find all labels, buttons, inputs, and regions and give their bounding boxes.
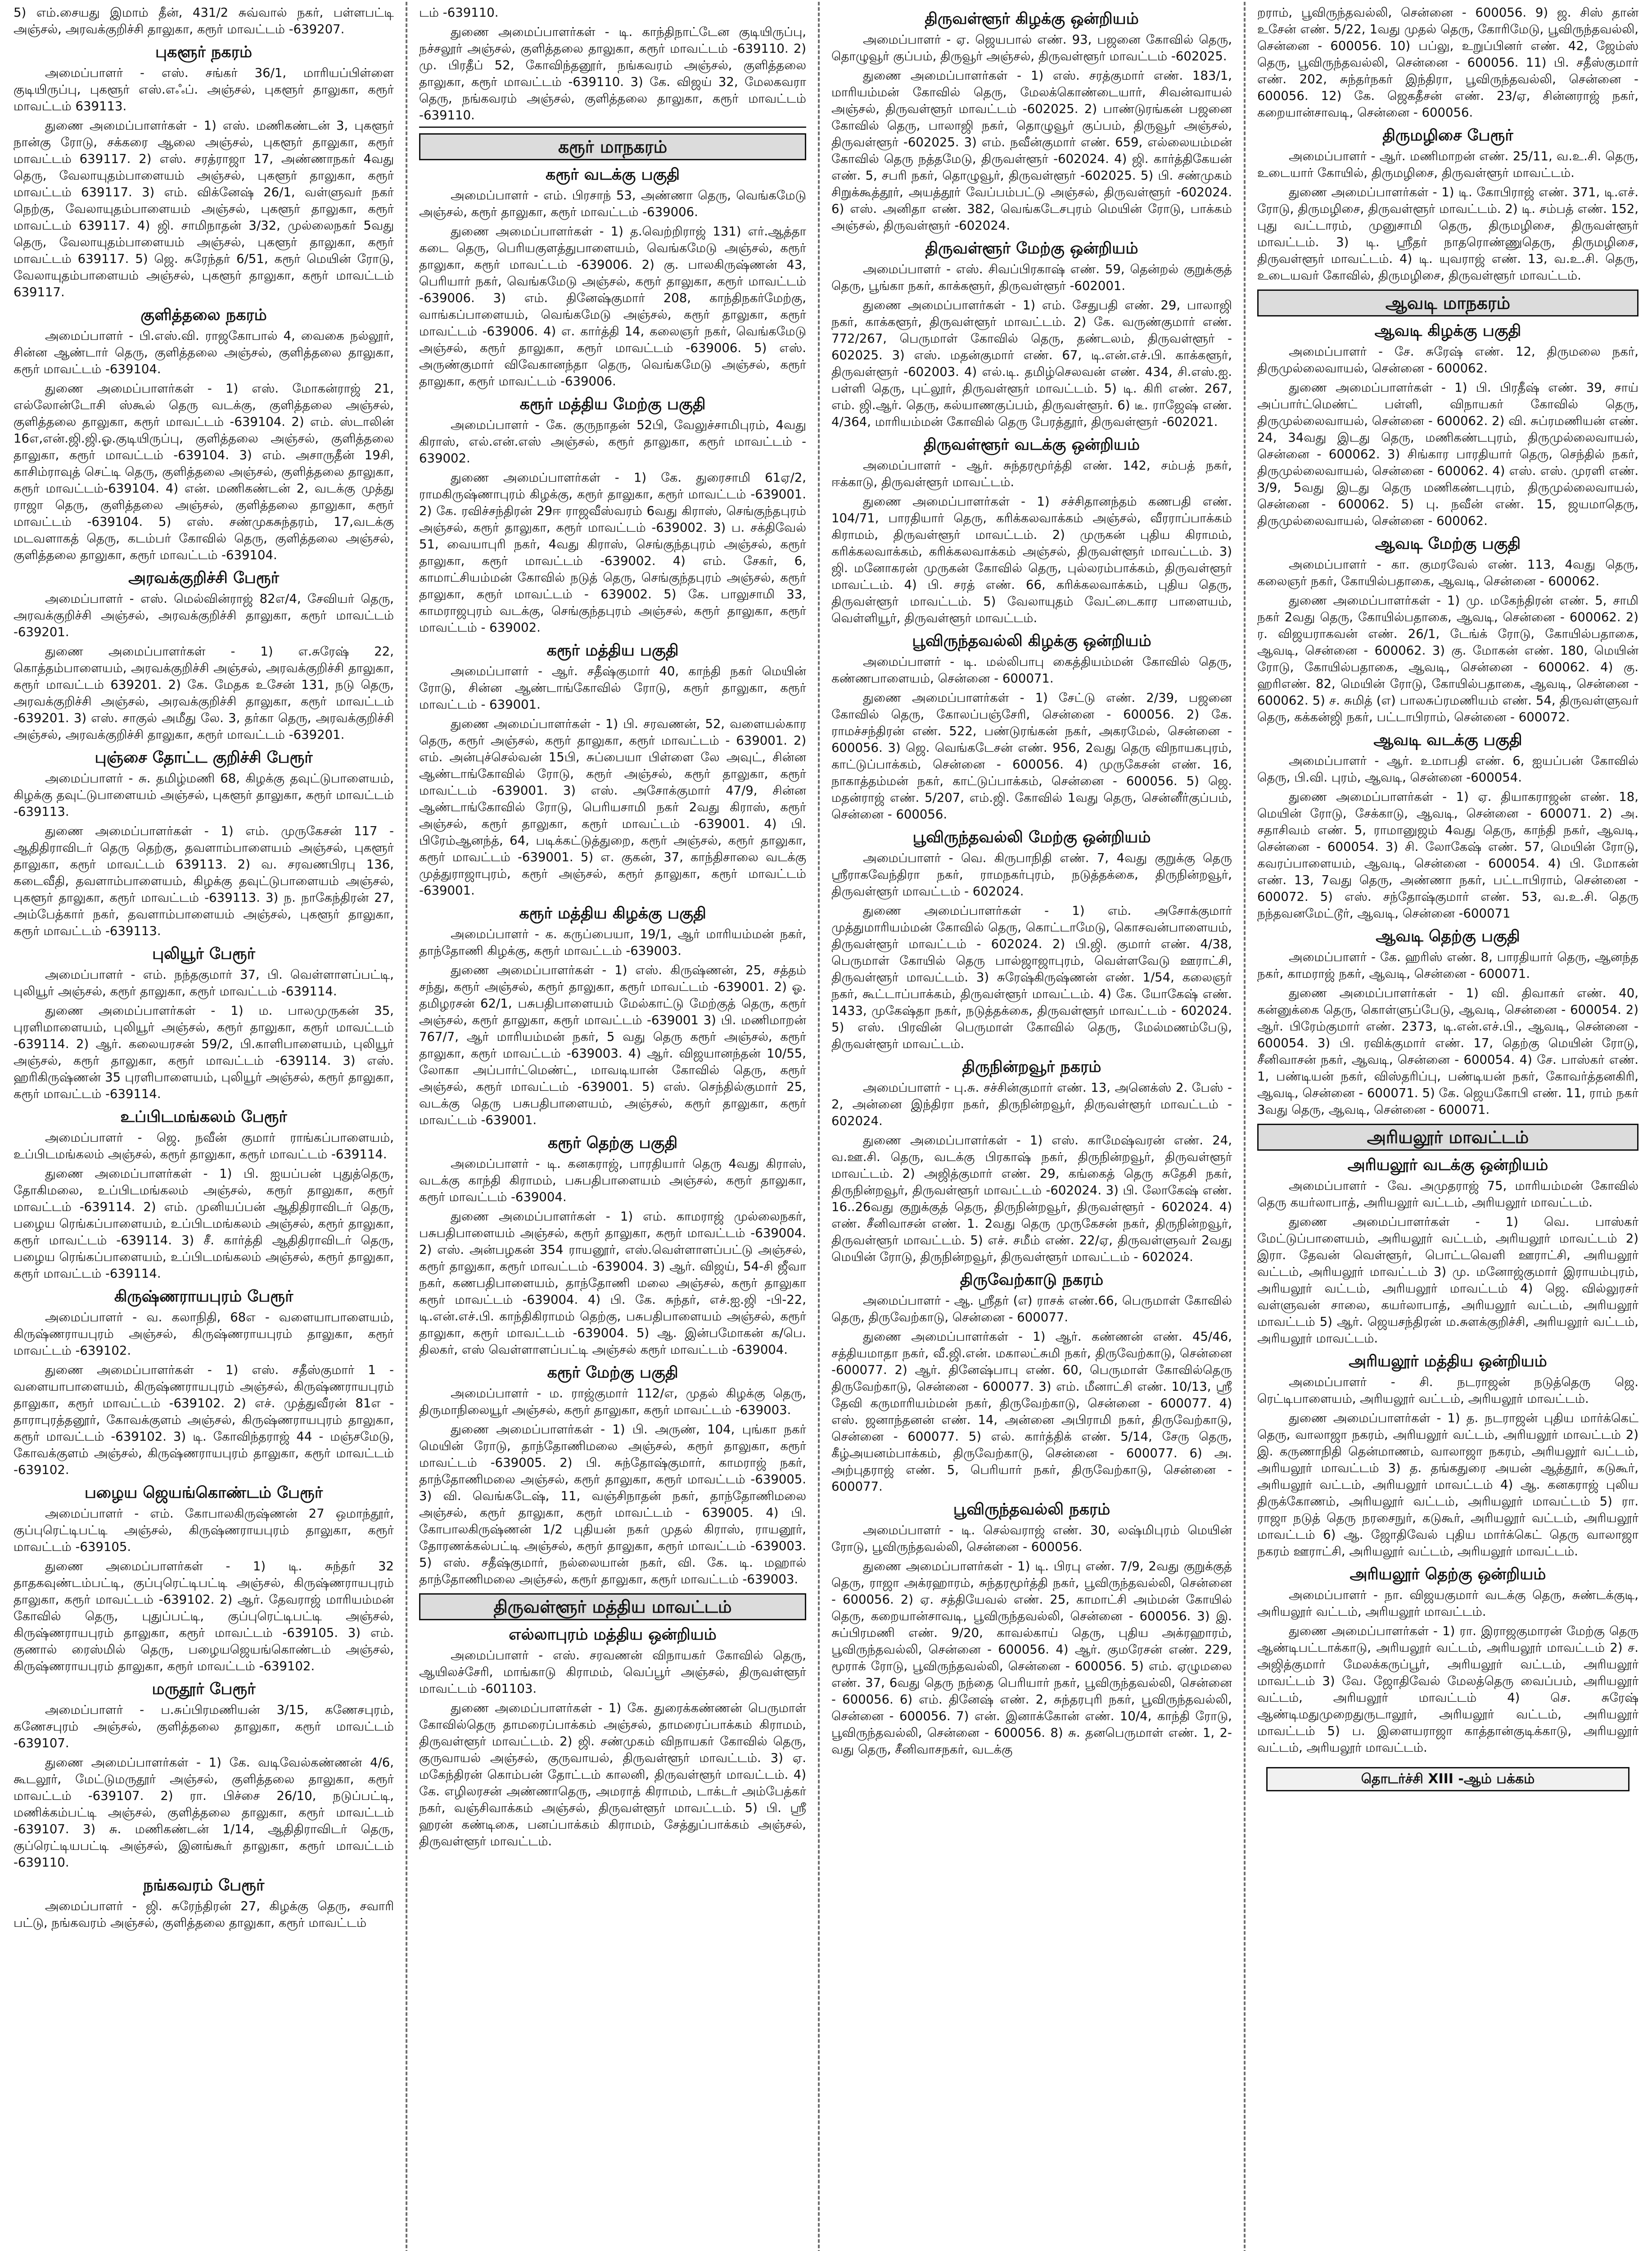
listing-entry: துணை அமைப்பாளர்கள் - 1) ஏ. தியாகராஜன் எண். 18, மெயின் ரோடு, சேக்காடு, ஆவடி, சென்னை - 600071. 2) அ. சதாசிவம் எண். 5, ராமானுஜம் 4வது தெரு, காந்தி நகர், ஆவடி, சென்னை - 600054. 3) சி. லோகேஷ் எண். 57, மெயின் ரோடு, கவரப்பாளையம், ஆவடி, சென்னை - 600054. 4) பி. மோகன் எண். 13, 7வது தெரு, அண்ணா நகர், பட்டாபிராம், சென்னை - 600072. 5) எஸ். சந்தோஷ்குமார் எண். 53, வ.உ.சி. தெரு நந்தவனமேட்டூர், ஆவடி, சென்னை -600071 (1257, 790, 1638, 921)
section-heading: அரவக்குறிச்சி பேரூர் (128, 569, 279, 587)
district-banner: ஆவடி மாநகரம் (1257, 289, 1638, 316)
listing-entry: துணை அமைப்பாளர்கள் - 1) பி. சரவணன், 52, வளையல்கார தெரு, கரூர் அஞ்சல், கரூர் தாலுகா, கரூர் மாவட்டம் - 639001. 2) எம். அன்புச்செல்வன் 15பி, சுப்பையா பிள்ளை லே அவுட், சின்ன ஆண்டாங்கோவில் ரோடு, கரூர் அஞ்சல், கரூர் தாலுகா, கரூர் மாவட்டம் -639001. 3) எஸ். அசோக்குமார் 47/9, சின்ன ஆண்டாங்கோவில் ரோடு, பெரியசாமி நகர் 2வது கிராஸ், கரூர் அஞ்சல், கரூர் தாலுகா, கரூர் மாவட்டம் -639001. 4) பி. பிரேம்ஆனந்த், 64, படிக்கட்டுத்துறை, கரூர் அஞ்சல், கரூர் தாலுகா, கரூர் மாவட்டம் -639001. 5) எ. குகன், 37, காந்திசாலை வடக்கு முத்துராஜாபுரம், கரூர் அஞ்சல், கரூர் தாலுகா, கரூர் மாவட்டம் -639001. (419, 717, 807, 898)
listing-entry: துணை அமைப்பாளர்கள் - 1) எம். அசோக்குமார் முத்துமாரியம்மன் கோவில் தெரு, கொட்டாமேடு, கொசவன்பாளையம், திருவள்ளூர் மாவட்டம் - 602024. 2) பி.ஜி. குமார் எண். 4/38, பெருமாள் கோயில் தெரு பால்ஜாஜாபுரம், வெள்ளவேடு ஊராட்சி, திருவள்ளூர் மாவட்டம். 3) சுரேஷ்கிருஷ்ணன் எண். 1/54, கலைஞர் நகர், கூட்டாப்பாக்கம், திருவள்ளூர் மாவட்டம். 4) கே. யோகேஷ் எண். 1433, முகேஷ்தா நகர், நடுத்தக்கை, திருவள்ளூர் மாவட்டம் - 602024. 5) எஸ். பிரவின் பெருமாள் கோவில் தெரு, மேல்மணம்பேடு, திருவள்ளூர் மாவட்டம். (831, 904, 1232, 1051)
section-heading: உப்பிடமங்கலம் பேரூர் (120, 1108, 287, 1126)
listing-entry: துணை அமைப்பாளர்கள் - 1) எஸ். சரத்குமார் எண். 183/1, மாரியம்மன் கோவில் தெரு, மேலக்கொண்டையார், சிவன்வாயல் அஞ்சல், திருவள்ளூர் மாவட்டம் -602025. 2) பாண்டுரங்கன் பஜனை கோவில் தெரு, பாலாஜி நகர், தொழுவூர் குப்பம், திருவூர் அஞ்சல், திருவள்ளூர் -602025. 3) எம். நவீன்குமார் எண். 659, எல்லையம்மன் கோவில் தெரு நத்தமேடு, திருவள்ளூர் -602024. 4) ஜி. கார்த்திகேயன் எண். 5, சபரி நகர், தொழுவூர், திருவள்ளூர் -602025. 5) பி. சண்முகம் சிறுக்கூத்தூர், அயத்தூர் வேப்பம்பட்டு அஞ்சல், திருவள்ளூர் -602024. 6) எஸ். அனிதா எண். 382, வெங்கடேசபுரம் மெயின் ரோடு, பாக்கம் அஞ்சல், திருவள்ளூர் -602024. (831, 68, 1232, 233)
continued-text: 5) எம்.சையது இமாம் தீன், 431/2 சுவ்வால் நகர், பள்ளபட்டி அஞ்சல், அரவக்குறிச்சி தாலுகா, கரூர் மாவட்டம் -639207. (14, 5, 394, 36)
section-heading: பூவிருந்தவல்லி கிழக்கு ஒன்றியம் (912, 632, 1151, 650)
listing-entry: அமைப்பாளர் - டி. மல்லிபாபு கைத்தியம்மன் கோவில் தெரு, கண்ணபாளையம், சென்னை - 600071. (831, 655, 1232, 686)
section-heading: திருநின்றவூர் நகரம் (962, 1058, 1101, 1076)
district-banner: அரியலூர் மாவட்டம் (1257, 1124, 1638, 1151)
listing-entry: அமைப்பாளர் - சி. நடராஜன் நடுத்தெரு ஜெ. ரெட்டிபாளையம், அரியலூர் வட்டம், அரியலூர் மாவட்டம். (1257, 1375, 1638, 1406)
section-heading: அரியலூர் மத்திய ஒன்றியம் (1349, 1352, 1547, 1370)
listing-entry: அமைப்பாளர் - கே. குருநாதன் 52பி, வேலுச்சாமிபுரம், 4வது கிராஸ், எல்.என்.எஸ் அஞ்சல், கரூர் தாலுகா, கரூர் மாவட்டம் - 639002. (419, 418, 807, 466)
listing-entry: அமைப்பாளர் - ஆர். சுந்தரமூர்த்தி எண். 142, சம்பத் நகர், ஈக்காடு, திருவள்ளூர் மாவட்டம். (831, 458, 1232, 489)
listing-entry: அமைப்பாளர் - ப.சுப்பிரமணியன் 3/15, கணேசபுரம், கணேசபுரம் அஞ்சல், குளித்தலை தாலுகா, கரூர் மாவட்டம் -639107. (14, 1703, 394, 1750)
section-heading: திருவள்ளூர் மேற்கு ஒன்றியம் (925, 240, 1138, 258)
continued-text: றராம், பூவிருந்தவல்லி, சென்னை - 600056. 9) ஜ. சிஸ் தான் உசேன் எண். 5/22, 1வது முதல் தெரு, கோரிமேடு, பூவிருந்தவல்லி, சென்னை - 600056. 10) பப்லு, உறுப்பினர் எண். 42, ஜேம்ஸ் தெரு, பூவிருந்தவல்லி, சென்னை - 600056. 11) பி. சதீஸ்குமார் எண். 202, சுந்தர்நகர் இந்திரா, பூவிருந்தவல்லி, சென்னை - 600056. 12) கே. ஜெகதீசன் எண். 23/ஏ, சின்னராஜ் நகர், கறையான்சாவடி, சென்னை - 600056. (1257, 5, 1638, 120)
listing-entry: அமைப்பாளர் - ஆர். சதீஷ்குமார் 40, காந்தி நகர் மெயின் ரோடு, சின்ன ஆண்டாங்கோவில் ரோடு, கரூர் தாலுகா, கரூர் மாவட்டம் - 639001. (419, 664, 807, 712)
listing-entry: துணை அமைப்பாளர்கள் - 1) எஸ். கிருஷ்ணன், 25, சத்தம் சந்து, கரூர் அஞ்சல், கரூர் தாலுகா, கரூர் மாவட்டம் -639001. 2) ஓ. தமிழரசன் 62/1, பசுபதிபாளையம் மேல்காட்டு மேற்குத் தெரு, கரூர் அஞ்சல், கரூர் தாலுகா, கரூர் மாவட்டம் -639001 3) பி. மணிமாறன் 767/7, ஆர் மாரியம்மன் நகர், 5 வது தெரு கரூர் அஞ்சல், கரூர் தாலுகா, கரூர் மாவட்டம் -639003. 4) ஆர். விஜயானந்தன் 10/55, லோகா அப்பார்ட்மெண்ட், மாவடியான் கோவில் தெரு, கரூர் அஞ்சல், கரூர் மாவட்டம் -639001. 5) எஸ். செந்தில்குமார் 25, வடக்கு தெரு பசுபதிபாளையம், அஞ்சல், கரூர் தாலுகா, கரூர் மாவட்டம் -639001. (419, 963, 807, 1127)
listing-entry: துணை அமைப்பாளர்கள் - 1) த. நடராஜன் புதிய மார்க்கெட் தெரு, வாலாஜா நகரம், அரியலூர் வட்டம், அரியலூர் மாவட்டம் 2) இ. கருணாநிதி தென்மாணம், வாலாஜா நகரம், அரியலூர் வட்டம், அரியலூர் மாவட்டம் 3) த. தங்கதுரை அயன் ஆத்தூர், கடுகூர், அரியலூர் வட்டம், அரியலூர் மாவட்டம் 4) ஆ. கனகராஜ் புலிய திருக்கோணம், அரியலூர் வட்டம், அரியலூர் மாவட்டம் 5) ரா. ராஜா நடுத் தெரு நரசைநுர், கடுகூர், அரியலூர் வட்டம், அரியலூர் மாவட்டம் 6) ஆ. ஜோதிவேல் புதிய மார்க்கெட் தெரு வாலாஜா நகரம் ஊராட்சி, அரியலூர் வட்டம், அரியலூர் மாவட்டம். (1257, 1411, 1638, 1559)
listing-entry: துணை அமைப்பாளர்கள் - 1) கே. வடிவேல்கண்ணன் 4/6, கூடலூர், மேட்டுமருதூர் அஞ்சல், குளித்தலை தாலுகா, கரூர் மாவட்டம் -639107. 2) ரா. பிச்சை 26/10, நடுப்பட்டி, மணிக்கம்பட்டி அஞ்சல், குளித்தலை தாலுகா, கரூர் மாவட்டம் -639107. 3) சு. மணிகண்டன் 1/14, ஆதிதிராவிடர் தெரு, குப்ரெட்டியபட்டி அஞ்சல், இனங்கூர் தாலுகா, கரூர் மாவட்டம் -639110. (14, 1755, 394, 1870)
listing-entry: துணை அமைப்பாளர்கள் - 1) பி. ஐயப்பன் புதுத்தெரு, தோகிமலை, உப்பிடமங்கலம் அஞ்சல், கரூர் தாலுகா, கரூர் மாவட்டம் -639114. 2) எம். முனியப்பன் ஆதிதிராவிடர் தெரு, பழைய ரெங்கப்பாளையம், உப்பிடமங்கலம் அஞ்சல், கரூர் தாலுகா, கரூர் மாவட்டம் -639114. 3) சீ. கார்த்தி ஆதிதிராவிடர் தெரு, பழைய ரெங்கப்பாளையம், உப்பிடமங்கலம் அஞ்சல், கரூர் தாலுகா, கரூர் மாவட்டம் -639114. (14, 1166, 394, 1281)
listing-entry: துணை அமைப்பாளர்கள் - 1) எ.சுரேஷ் 22, கொத்தம்பாளையம், அரவக்குறிச்சி அஞ்சல், அரவக்குறிச்சி தாலுகா, கரூர் மாவட்டம் 639201. 2) கே. மேதக உசேன் 131, நடு தெரு, அரவக்குறிச்சி அஞ்சல், அரவக்குறிச்சி தாலுகா, கரூர் மாவட்டம் -639201. 3) எஸ். சாகுல் அமீது லே. 3, தர்கா தெரு, அரவக்குறிச்சி அஞ்சல், அரவக்குறிச்சி தாலுகா, கரூர் மாவட்டம் -639201. (14, 644, 394, 742)
section-heading: எல்லாபுரம் மத்திய ஒன்றியம் (509, 1626, 717, 1644)
listing-entry: அமைப்பாளர் - சே. சுரேஷ் எண். 12, திருமலை நகர், திருமுல்லைவாயல், சென்னை - 600062. (1257, 344, 1638, 375)
section-heading: நங்கவரம் பேரூர் (143, 1876, 265, 1894)
listing-entry: அமைப்பாளர் - எம். நந்தகுமார் 37, பி. வெள்ளாளப்பட்டி, புலியூர் அஞ்சல், கரூர் தாலுகா, கரூர் மாவட்டம் -639114. (14, 967, 394, 999)
listing-entry: துணை அமைப்பாளர்கள் - 1) எஸ். மோகன்ராஜ் 21, எல்லோன்டோசி ஸ்கூல் தெரு வடக்கு, குளித்தலை அஞ்சல், குளித்தலை தாலுகா, கரூர் மாவட்டம் -639104. 2) எம். ஸ்டாலின் 16எ,என்.ஜி.ஜி.ஓ.குடியிருப்பு, குளித்தலை அஞ்சல், குளித்தலை தாலுகா, கரூர் மாவட்டம் -639104. 3) எம். அசாருதீன் 19சி, காசிம்ராவுத் செட்டி தெரு, குளித்தலை அஞ்சல், குளித்தலை தாலுகா, கரூர் மாவட்டம்-639104. 4) என். மணிகண்டன் 2, வடக்கு முத்து ராஜா தெரு, குளித்தலை அஞ்சல், குளித்தலை தாலுகா, கரூர் மாவட்டம் -639104. 5) எஸ். சண்முகசுந்தரம், 17,வடக்கு மடவளாகத் தெரு, கடம்பர் கோவில் தெரு, குளித்தலை அஞ்சல், குளித்தலை தாலுகா, கரூர் மாவட்டம் -639104. (14, 381, 394, 562)
section-heading: கரூர் தெற்கு பகுதி (547, 1134, 678, 1152)
listing-entry: அமைப்பாளர் - டி. செல்வராஜ் எண். 30, லஷ்மிபுரம் மெயின் ரோடு, பூவிருந்தவல்லி, சென்னை - 600056. (831, 1523, 1232, 1554)
column-4 (1246, 2, 1650, 2251)
listing-entry: துணை அமைப்பாளர்கள் - 1) வி. திவாகர் எண். 40, கன்னுக்கை தெரு, கொள்ளுப்பேடு, ஆவடி, சென்னை - 600054. 2) ஆர். பிரேம்குமார் எண். 2373, டி.என்.எச்.பி., ஆவடி, சென்னை - 600054. 3) பி. ரவிக்குமார் எண். 17, தெற்கு மெயின் ரோடு, சீனிவாசன் நகர், ஆவடி, சென்னை - 600054. 4) சே. பாஸ்கர் எண். 1, பண்டியன் நகர், விஸ்தரிப்பு, பண்டியன் நகர், கோவர்த்தனகிரி, ஆவடி, சென்னை - 600071. 5) கே. ஜெயகோபி எண். 11, ராம் நகர் 3வது தெரு, ஆவடி, சென்னை - 600071. (1257, 986, 1638, 1117)
listing-entry: துணை அமைப்பாளர்கள் - 1) எஸ். காமேஷ்வரன் எண். 24, வ.ஊ.சி. தெரு, வடக்கு பிரகாஷ் நகர், திருநின்றவூர், திருவள்ளூர் மாவட்டம். 2) அஜித்குமார் எண். 29, கங்கைத் தெரு சுதேசி நகர், திருநின்றவூர், திருவள்ளூர் மாவட்டம் -602024. 3) பி. லோகேஷ் எண். 16..26வது குறுக்குத் தெரு, திருநின்றவூர், திருவள்ளூர் - 602024. 4) எண். சீனிவாசன் எண். 1. 2வது தெரு முருகேசன் நகர், திருநின்றவூர், திருவள்ளூர் மாவட்டம். 5) எச். சமீம் எண். 22/ஏ, திருவள்ளுவர் 2வது மெயின் ரோடு, திருநின்றவூர், திருவள்ளூர் மாவட்டம் - 602024. (831, 1133, 1232, 1264)
listing-entry: துணை அமைப்பாளர்கள் - 1) டி. பிரபு எண். 7/9, 2வது குறுக்குத் தெரு, ராஜா அக்ரஹாரம், சுந்தரமூர்த்தி நகர், பூவிருந்தவல்லி, சென்னை - 600056. 2) ஏ. சத்தியேவல் எண். 25, காமாட்சி அம்மன் கோயில் தெரு, கறையான்சாவடி, பூவிருந்தவல்லி, சென்னை - 600056. 3) இ. சுப்பிரமணி எண். 9/20, காவல்காய் தெரு, புதிய அக்ரஹாரம், பூவிருந்தவல்லி, சென்னை - 600056. 4) ஆர். குமரேசன் எண். 229, மூராக் ரோடு, பூவிருந்தவல்லி, சென்னை - 600056. 5) எம். ஏழுமலை எண். 37, 6வது தெரு நந்தை பெரியார் நகர், பூவிருந்தவல்லி, சென்னை - 600056. 6) எம். தினேஷ் எண். 2, சுந்தரபுரி நகர், பூவிருந்தவல்லி, சென்னை - 600056. 7) என். இனாக்கோன் எண். 10/4, காந்தி ரோடு, பூவிருந்தவல்லி, சென்னை - 600056. 8) சு. தனபெருமாள் எண். 1, 2-வது தெரு, சீனிவாசநகர், வடக்கு (831, 1559, 1232, 1757)
column-3 (820, 2, 1244, 2251)
section-heading: ஆவடி மேற்கு பகுதி (1375, 535, 1521, 553)
listing-entry: அமைப்பாளர் - டி. கனகராஜ், பாரதியார் தெரு 4வது கிராஸ், வடக்கு காந்தி கிராமம், பசுபதிபாளையம் அஞ்சல், கரூர் தாலுகா, கரூர் மாவட்டம் -639004. (419, 1157, 807, 1204)
section-heading: கரூர் மத்திய பகுதி (546, 642, 679, 660)
continuation-notice: தொடர்ச்சி XIII -ஆம் பக்கம் (1266, 1767, 1629, 1791)
listing-entry: அமைப்பாளர் - ஜி. சுரேந்திரன் 27, கிழக்கு தெரு, சவாரி பட்டு, நங்கவரம் அஞ்சல், குளித்தலை தாலுகா, கரூர் மாவட்டம் (14, 1899, 394, 1930)
district-banner: கரூர் மாநகரம் (419, 133, 806, 160)
listing-entry: துணை அமைப்பாளர்கள் - 1) ம. பாலமுருகன் 35, புரளிமாளையம், புலியூர் அஞ்சல், கரூர் தாலுகா, கரூர் மாவட்டம் -639114. 2) ஆர். கலையரசன் 59/2, பி.காளிபாளையம், புலியூர் அஞ்சல், கரூர் தாலுகா, கரூர் மாவட்டம் -639114. 3) எஸ். ஹரிகிருஷ்ணன் 35 புரளிபாளையம், புலியூர் அஞ்சல், கரூர் தாலுகா, கரூர் மாவட்டம் -639114. (14, 1003, 394, 1101)
section-heading: அரியலூர் வடக்கு ஒன்றியம் (1347, 1156, 1548, 1174)
listing-entry: அமைப்பாளர் - ஜெ. நவீன் குமார் ராங்கப்பாளையம், உப்பிடமங்கலம் அஞ்சல், கரூர் தாலுகா, கரூர் மாவட்டம் -639114. (14, 1130, 394, 1162)
section-heading: கரூர் மத்திய கிழக்கு பகுதி (519, 904, 706, 922)
section-heading: திருவள்ளூர் வடக்கு ஒன்றியம் (923, 436, 1140, 454)
listing-entry: அமைப்பாளர் - ஏ. ஜெயபால் எண். 93, பஜனை கோவில் தெரு, தொழுவூர் குப்பம், திருவூர் அஞ்சல், திருவள்ளூர் மாவட்டம் -602025. (831, 32, 1232, 63)
listing-entry: துணை அமைப்பாளர்கள் - 1) வெ. பாஸ்கர் மேட்டுப்பாளையம், அரியலூர் வட்டம், அரியலூர் மாவட்டம் 2) இரா. தேவன் வெள்ளூர், பொட்டவெளி ஊராட்சி, அரியலூர் வட்டம், அரியலூர் மாவட்டம் 3) மு. மனோஜ்குமார் இராயம்புரம், அரியலூர் வட்டம், அரியலூர் மாவட்டம் 4) ஜெ. வில்லுரசர் வள்ளுவன் சாலை, கயர்லாபாத், அரியலூர் வட்டம், அரியலூர் மாவட்டம் 5) ஆர். ஜெயசந்திரன் ம.சுளக்குறிச்சி, அரியலூர் வட்டம், அரியலூர் மாவட்டம். (1257, 1215, 1638, 1346)
listing-entry: துணை அமைப்பாளர்கள் - 1) எஸ். சதீஸ்குமார் 1 - வளையாபாளையம், கிருஷ்ணராயபுரம் அஞ்சல், கிருஷ்ணராயபுரம் தாலுகா, கரூர் மாவட்டம் -639102. 2) எச். முத்துவீரன் 81எ - தாராபுரத்தனூர், கோவக்குளம் அஞ்சல், கிருஷ்ணராயபுரம் தாலுகா, கரூர் மாவட்டம் -639102. 3) டி. கோவிந்தராஜ் 44 - மஞ்சமேடு, கோவக்குளம் அஞ்சல், கிருஷ்ணராயபுரம் தாலுகா, கரூர் மாவட்டம் -639102. (14, 1363, 394, 1477)
column-2 (407, 2, 818, 2251)
listing-entry: அமைப்பாளர் - எம். கோபாலகிருஷ்ணன் 27 ஒமாந்தூர், குப்புரெட்டிபட்டி அஞ்சல், கிருஷ்ணராயபுரம் தாலுகா, கரூர் மாவட்டம் -639105. (14, 1506, 394, 1554)
listing-entry: துணை அமைப்பாளர்கள் - 1) த.வெற்றிராஜ் 131) எர்.ஆத்தா கடை தெரு, பெரியகுளத்துபாளையம், வெங்கமேடு அஞ்சல், கரூர் தாலுகா, கரூர் மாவட்டம் -639006. 2) கு. பாலகிருஷ்ணன் 43, பெரியார் நகர், வெங்கமேடு அஞ்சல், கரூர் தாலுகா, கரூர் மாவட்டம் -639006. 3) எம். தினேஷ்குமார் 208, காந்திநகர்மேற்கு, வாங்கப்பாளையம், வெங்கமேடு அஞ்சல், கரூர் தாலுகா, கரூர் மாவட்டம் -639006. 4) எ. கார்த்தி 14, கலைஞர் நகர், வெங்கமேடு அஞ்சல், கரூர் தாலுகா, கரூர் மாவட்டம் -639006. 5) எஸ். அருண்குமார் விவேகானந்தா தெரு, வெங்கமேடு அஞ்சல், கரூர் தாலுகா, கரூர் மாவட்டம் -639006. (419, 224, 807, 389)
section-heading: புஞ்சை தோட்ட குறிச்சி பேரூர் (95, 749, 313, 767)
listing-entry: துணை அமைப்பாளர்கள் - 1) பி. பிரதீஷ் எண். 39, சாய் அப்பார்ட்மெண்ட் பள்ளி, விநாயகர் கோவில் தெரு, திருமுல்லைவாயல், சென்னை - 600062. 2) வி. சுப்ரமணியன் எண். 24, 34வது இடது தெரு, மணிகண்டபுரம், திருமுல்லைவாயல், சென்னை - 600062. 3) சிங்கார பாரதியார் தெரு, செந்தில் நகர், திருமுல்லைவாயல், சென்னை - 600062. 4) எஸ். எஸ். முரளி எண். 3/9, 5வது இடது தெரு மணிகண்டபுரம், திருமுல்லைவாயல், சென்னை - 600062. 5) பு. நவீன் எண். 15, ஜயமாதெரு, திருமுல்லைவாயல், சென்னை - 600062. (1257, 380, 1638, 528)
section-heading: ஆவடி கிழக்கு பகுதி (1374, 322, 1521, 340)
listing-entry: துணை அமைப்பாளர்கள் - 1) கே. துரைசாமி 61ஏ/2, ராமகிருஷ்ணாபுரம் கிழக்கு, கரூர் தாலுகா, கரூர் மாவட்டம் -639001. 2) கே. ரவிச்சந்திரன் 29ஈ ராஜவீஸ்வரம் 6வது கிராஸ், செங்குந்தபுரம் அஞ்சல், கரூர் தாலுகா, கரூர் மாவட்டம் -639002. 3) ப. சக்திவேல் 51, வையாபுரி நகர், 4வது கிராஸ், செங்குந்தபுரம் அஞ்சல், கரூர் தாலுகா, கரூர் மாவட்டம் -639002. 4) எம். சேகர், 6, காமாட்சியம்மன் கோவில் நடுத் தெரு, செங்குந்தபுரம் அஞ்சல், கரூர் தாலுகா, கரூர் மாவட்டம் - 639002. 5) கே. பாலுசாமி 33, காமராஜபுரம் வடக்கு, செங்குந்தபுரம் அஞ்சல், கரூர் தாலுகா, கரூர் மாவட்டம் - 639002. (419, 470, 807, 635)
listing-entry: துணை அமைப்பாளர்கள் - 1) எம். சேதுபதி எண். 29, பாலாஜி நகர், காக்களூர், திருவள்ளூர் மாவட்டம். 2) கே. வருண்குமார் எண். 772/267, பெருமாள் கோவில் தெரு, தண்டலம், திருவள்ளூர் - 602025. 3) எஸ். மதன்குமார் எண். 67, டி.என்.எச்.பி. காக்களூர், திருவள்ளூர் -602003. 4) எல்.டி. தமிழ்செலவன் எண். 434, சி.எஸ்.ஐ. பள்ளி தெரு, புட்லூர், திருவள்ளூர் மாவட்டம். 5) டி. கிரி எண். 267, எம். ஜி.ஆர். தெரு, கல்யாணகுப்பம், திருவள்ளூர். 6) டீ. ராஜேஷ் எண். 4/364, மாரியம்மன் கோவில் தெரு பேரத்தூர், திருவள்ளூர் -602021. (831, 298, 1232, 429)
section-heading: கிருஷ்ணராயபுரம் பேரூர் (114, 1288, 293, 1306)
listing-entry: அமைப்பாளர் - கே. ஹரிஸ் எண். 8, பாரதியார் தெரு, ஆனந்த நகர், காமராஜ் நகர், ஆவடி, சென்னை - 600071. (1257, 950, 1638, 981)
listing-entry: துணை அமைப்பாளர்கள் - 1) சச்சிதானந்தம் கணபதி எண். 104/71, பாரதியார் தெரு, கரிக்கலவாக்கம் அஞ்சல், வீரராப்பாக்கம் கிராமம், திருவள்ளூர் மாவட்டம். 2) முருகன் புதிய கிராமம், கரிக்கலவாக்கம், கரிக்கலவாக்கம் அஞ்சல், திருவள்ளூர் மாவட்டம். 3) ஜி. மனோகரன் முருகன் கோவில் தெரு, புல்லரம்பாக்கம், திருவள்ளூர் மாவட்டம். 4) பி. சரத் எண். 66, கரிக்கலவாக்கம், புதிய தெரு, திருவள்ளூர் மாவட்டம். 5) வேலாயுதம் வேட்டைகார பாளையம், வெள்ளியூர், திருவள்ளூர் மாவட்டம். (831, 494, 1232, 625)
section-heading: திருவள்ளூர் கிழக்கு ஒன்றியம் (925, 10, 1139, 28)
listing-entry: அமைப்பாளர் - க. கருப்பையா, 19/1, ஆர் மாரியம்மன் நகர், தாந்தோணி கிழக்கு, கரூர் மாவட்டம் -639003. (419, 927, 807, 958)
listing-entry: அமைப்பாளர் - எஸ். மெல்வின்ராஜ் 82எ/4, சேவியர் தெரு, அரவக்குறிச்சி அஞ்சல், அரவக்குறிச்சி தாலுகா, கரூர் மாவட்டம் -639201. (14, 592, 394, 639)
listing-entry: துணை அமைப்பாளர்கள் - 1) டி. கோபிராஜ் எண். 371, டி.எச். ரோடு, திருமழிசை, திருவள்ளூர் மாவட்டம். 2) டி. சம்பத் எண். 152, புது வட்டாரம், முனுசாமி தெரு, திருமழிசை, திருவள்ளூர் மாவட்டம். 3) டி. ஸ்ரீதர் நாதரொண்ணுதெரு, திருமழிசை, திருவள்ளூர் மாவட்டம். 4) டி. யுவராஜ் எண். 13, வ.உ.சி. தெரு, உடையவர் கோவில், திருமழிசை, திருவள்ளூர் மாவட்டம். (1257, 185, 1638, 283)
listing-entry: அமைப்பாளர் - வே. அமுதராஜ் 75, மாரியம்மன் கோவில் தெரு கயர்லாபாத், அரியலூர் வட்டம், அரியலூர் மாவட்டம். (1257, 1179, 1638, 1210)
listing-entry: துணை அமைப்பாளர்கள் - 1) டி. சுந்தர் 32 தாதகவுண்டம்பட்டி, குப்புரெட்டிபட்டி அஞ்சல், கிருஷ்ணராயபுரம் தாலுகா, கரூர் மாவட்டம் -639102. 2) ஆர். தேவராஜ் மாரியம்மன் கோவில் தெரு, புதுப்பட்டி, குப்புரெட்டிபட்டி அஞ்சல், கிருஷ்ணராயபுரம் தாலுகா, கரூர் மாவட்டம் -639105. 3) எம். குணால் ரைஸ்மில் தெரு, பழையஜெயங்கொண்டம் அஞ்சல், கிருஷ்ணராயபுரம் தாலுகா, கரூர் மாவட்டம் -639102. (14, 1559, 394, 1673)
listing-entry: அமைப்பாளர் - ஆர். உமாபதி எண். 6, ஐயப்பன் கோவில் தெரு, பி.வி. புரம், ஆவடி, சென்னை -600054. (1257, 754, 1638, 785)
section-rule (419, 127, 806, 128)
listing-entry: அமைப்பாளர் - கா. குமரவேல் எண். 113, 4வது தெரு, கலைஞர் நகர், கோயில்பதாகை, ஆவடி, சென்னை - 600062. (1257, 557, 1638, 588)
column-1 (2, 2, 406, 2251)
listing-entry: துணை அமைப்பாளர்கள் - 1) எம். காமராஜ் முல்லைநகர், பசுபதிபாளையம் அஞ்சல், கரூர் தாலுகா, கரூர் மாவட்டம் -639004. 2) எஸ். அன்பழகன் 354 ராயனூர், எஸ்.வெள்ளாளப்பட்டு அஞ்சல், கரூர் தாலுகா, கரூர் மாவட்டம் -639004. 3) ஆர். விஜய், 54-சி ஜீவா நகர், கணபதிபாளையம், தாந்தோணி மலை அஞ்சல், கரூர் தாலுகா கரூர் மாவட்டம் -639004. 4) பி. கே. சுந்தர், எச்.ஐ.ஜி -பி-22, டி.என்.எச்.பி. காந்திகிராமம் தெற்கு, பசுபதிபாளையம் அஞ்சல், கரூர் தாலுகா, கரூர் மாவட்டம் -639004. 5) ஆ. இன்பமோகன் க/பெ. திலகர், எஸ் வெள்ளாளப்பட்டி அஞ்சல் கரூர் மாவட்டம் -639004. (419, 1209, 807, 1357)
listing-entry: துணை அமைப்பாளர்கள் - 1) ஆர். கண்ணன் எண். 45/46, சத்தியமாதா நகர், வீ.ஜி.என். மகாலட்சுமி நகர், திருவேற்காடு, சென்னை -600077. 2) ஆர். தினேஷ்பாபு எண். 60, பெருமாள் கோவில்தெரு திருவேற்காடு, சென்னை - 600077. 3) எம். மீனாட்சி எண். 10/13, ஸ்ரீ தேவி கருமாரியம்மன் நகர், திருவேற்காடு, சென்னை - 600077. 4) எஸ். ஜனாந்தனன் எண். 14, அன்னை அபிராமி நகர், திருவேற்காடு, சென்னை - 600077. 5) எல். கார்த்திக் எண். 5/14, சேரு தெரு, கீழ்அயனம்பாக்கம், திருவேற்காடு, சென்னை - 600077. 6) அ. அற்புதராஜ் எண். 5, பெரியார் நகர், திருவேற்காடு, சென்னை - 600077. (831, 1329, 1232, 1494)
listing-entry: அமைப்பாளர் - பி.எஸ்.வி. ராஜகோபால் 4, வைகை நல்லூர், சின்ன ஆண்டார் தெரு, குளித்தலை அஞ்சல், குளித்தலை தாலுகா, கரூர் மாவட்டம் -639104. (14, 329, 394, 376)
section-heading: அரியலூர் தெற்கு ஒன்றியம் (1350, 1565, 1546, 1583)
listing-entry: அமைப்பாளர் - எஸ். சிவப்பிரகாஷ் எண். 59, தென்றல் குறுக்குத் தெரு, பூங்கா நகர், காக்களூர், திருவள்ளூர் -602001. (831, 262, 1232, 293)
listing-entry: அமைப்பாளர் - வ. கலாநிதி, 68எ - வளையாபாளையம், கிருஷ்ணராயபுரம் அஞ்சல், கிருஷ்ணராயபுரம் தாலுகா, கரூர் மாவட்டம் -639102. (14, 1310, 394, 1358)
listing-entry: துணை அமைப்பாளர்கள் - 1) ரா. இராஜகுமாரன் மேற்கு தெரு ஆண்டிபட்டாக்காடு, அரியலூர் வட்டம், அரியலூர் மாவட்டம் 2) ச. அஜித்குமார் மேலக்கருப்பூர், அரியலூர் வட்டம், அரியலூர் மாவட்டம் 3) வே. ஜோதிவேல் மேலத்தெரு வைப்பம், அரியலூர் வட்டம், அரியலூர் மாவட்டம் 4) செ. சுரேஷ் ஆண்டிமதுமுறைதுருடாலூர், அரியலூர் வட்டம், அரியலூர் மாவட்டம் 5) ப. இளையராஜா காத்தான்குடிக்காடு, அரியலூர் வட்டம், அரியலூர் மாவட்டம். (1257, 1624, 1638, 1755)
section-heading: புகளூர் நகரம் (155, 43, 253, 61)
section-heading: திருவேற்காடு நகரம் (960, 1271, 1104, 1289)
listing-entry: துணை அமைப்பாளர்கள் - 1) எம். முருகேசன் 117 - ஆதிதிராவிடர் தெரு தெற்கு, தவளாம்பாளையம் அஞ்சல், புகளூர் தாலுகா, கரூர் மாவட்டம் 639113. 2) வ. சரவணபிரபு 136, கடைவீதி, தவளாம்பாளையம், கிழக்கு தவுட்டுபாளையம் அஞ்சல், புகளூர் தாலுகா, கரூர் மாவட்டம் -639113. 3) ந. நாகேந்திரன் 27, அம்பேத்கார் நகர், தவளாம்பாளையம் அஞ்சல், புகளூர் தாலுகா, கரூர் மாவட்டம் -639113. (14, 824, 394, 938)
section-heading: ஆவடி வடக்கு பகுதி (1373, 731, 1522, 749)
section-heading: ஆவடி தெற்கு பகுதி (1376, 927, 1520, 945)
listing-entry: அமைப்பாளர் - பு.சு. சச்சின்குமார் எண். 13, அனெக்ஸ் 2. பேஸ் - 2, அன்னை இந்திரா நகர், திருநின்றவூர், திருவள்ளூர் மாவட்டம் - 602024. (831, 1080, 1232, 1128)
section-heading: மருதூர் பேரூர் (152, 1680, 256, 1698)
listing-entry: துணை அமைப்பாளர்கள் - 1) பி. அருண், 104, புங்கா நகர் மெயின் ரோடு, தாந்தோணிமலை அஞ்சல், கரூர் தாலுகா, கரூர் மாவட்டம் -639005. 2) பி. சுந்தோஷ்குமார், காமராஜ் நகர், தாந்தோணிமலை அஞ்சல், கரூர் தாலுகா, கரூர் மாவட்டம் -639005. 3) வி. வெங்கடேஷ், 11, வஞ்சிநாதன் நகர், தாந்தோணிமலை அஞ்சல், கரூர் தாலுகா, கரூர் மாவட்டம் - 639005. 4) பி. கோபாலகிருஷ்ணன் 1/2 புதியன் நகர் முதல் கிராஸ், ராயனூர், தோரணக்கல்பட்டி அஞ்சல், கரூர் தாலுகா, கரூர் மாவட்டம் -639003. 5) எஸ். சதீஷ்குமார், நல்லையான் நகர், வி. கே. டி. மஹால் தாந்தோணிமலை அஞ்சல், கரூர் தாலுகா, கரூர் மாவட்டம் -639003. (419, 1422, 807, 1587)
listing-entry: அமைப்பாளர் - எஸ். சரவணன் விநாயகர் கோவில் தெரு, ஆயிலச்சேரி, மாங்காடு கிராமம், வெப்பூர் அஞ்சல், திருவள்ளூர் மாவட்டம் -601103. (419, 1648, 807, 1696)
section-heading: கரூர் வடக்கு பகுதி (545, 166, 680, 184)
listing-entry: துணை அமைப்பாளர்கள் - 1) எஸ். மணிகண்டன் 3, புகளூர் நான்கு ரோடு, சக்கரை ஆலை அஞ்சல், புகளூர் தாலுகா, கரூர் மாவட்டம் 639117. 2) எஸ். சரத்ராஜா 17, அண்ணாநகர் 4வது தெரு, வேலாயுதம்பாளையம் அஞ்சல், புகளூர் தாலுகா, கரூர் மாவட்டம் 639117. 3) எம். விக்னேஷ் 26/1, வள்ளுவர் நகர் நெற்கு, வேலாயுதம்பாளையம் அஞ்சல், புகளூர் தாலுகா, கரூர் மாவட்டம் 639117. 4) ஜி. சாமிநாதன் 3/32, முல்லைநகர் 5வது தெரு, வேலாயுதம்பாளையம் அஞ்சல், புகளூர் தாலுகா, கரூர் மாவட்டம் 639117. 5) ஜெ. சுரேந்தர் 6/51, கரூர் மெயின் ரோடு, வேலாயுதம்பாளையம் அஞ்சல், புகளூர் தாலுகா, கரூர் மாவட்டம் 639117. (14, 118, 394, 299)
section-heading: பூவிருந்தவல்லி நகரம் (953, 1501, 1110, 1519)
section-heading: கரூர் மேற்கு பகுதி (547, 1364, 678, 1382)
listing-entry: அமைப்பாளர் - நா. விஜயகுமார் வடக்கு தெரு, சுண்டக்குடி, அரியலூர் வட்டம், அரியலூர் மாவட்டம். (1257, 1588, 1638, 1619)
section-heading: புலியூர் பேரூர் (152, 945, 255, 963)
section-heading: கரூர் மத்திய மேற்கு பகுதி (519, 395, 706, 413)
listing-entry: அமைப்பாளர் - எஸ். சங்கர் 36/1, மாரியப்பிள்ளை குடியிருப்பு, புகளூர் எஸ்.எஃப். அஞ்சல், புகளூர் தாலுகா, கரூர் மாவட்டம் 639113. (14, 66, 394, 113)
listing-entry: அமைப்பாளர் - ஆ. ஸ்ரீதர் (எ) ராசக் எண்.66, பெருமாள் கோவில் தெரு, திருவேற்காடு, சென்னை - 600077. (831, 1293, 1232, 1324)
section-heading: பழைய ஜெயங்கொண்டம் பேரூர் (84, 1484, 323, 1502)
listing-entry: துணை அமைப்பாளர்கள் - 1) சேட்டு எண். 2/39, பஜனை கோவில் தெரு, கோலப்பஞ்சேரி, சென்னை - 600056. 2) கே. ராமச்சந்திரன் எண். 522, பண்டுரங்கன் நகர், அகரமேல், சென்னை - 600056. 3) ஜெ. வெங்கடேசன் எண். 956, 2வது தெரு விநாயகபுரம், காட்டுப்பாக்கம், சென்னை - 600056. 4) முருகேசன் எண். 16, நாகாத்தம்மன் நகர், காட்டுப்பாக்கம், சென்னை - 600056. 5) ஜெ. மதன்ராஜ் எண். 5/207, எம்.ஜி. கோவில் 1வது தெரு, சென்னீர்குப்பம், சென்னை - 600056. (831, 691, 1232, 822)
listing-entry: அமைப்பாளர் - வெ. கிருபாநிதி எண். 7, 4வது குறுக்கு தெரு ஸ்ரீராகவேந்திரா நகர், ராமநகர்புரம், நடுத்தக்கை, திருநின்றவூர், திருவள்ளூர் மாவட்டம் - 602024. (831, 851, 1232, 899)
listing-entry: அமைப்பாளர் - எம். பிரசாந் 53, அண்ணா தெரு, வெங்கமேடு அஞ்சல், கரூர் தாலுகா, கரூர் மாவட்டம் -639006. (419, 188, 807, 219)
section-heading: திருமழிசை பேரூர் (1382, 127, 1513, 145)
listing-entry: துணை அமைப்பாளர்கள் - 1) கே. துரைக்கண்ணன் பெருமாள் கோவில்தெரு தாமரைப்பாக்கம் அஞ்சல், தாமரைப்பாக்கம் கிராமம், திருவள்ளூர் மாவட்டம். 2) ஜி. சண்முகம் விநாயகர் கோவில் தெரு, குருவாயல் அஞ்சல், குருவாயல், திருவள்ளூர் மாவட்டம். 3) ஏ. மகேந்திரன் கொம்பன் தோட்டம் காலனி, திருவள்ளூர் மாவட்டம். 4) கே. எழிலரசன் அண்ணாதெரு, அமராத் கிராமம், டாக்டர் அம்பேத்கர் நகர், வஞ்சிவாக்கம் அஞ்சல், திருவள்ளூர் மாவட்டம். 5) பி. ஸ்ரீ ஹரன் கண்டிகை, பனப்பாக்கம் கிராமம், சேத்துப்பாக்கம் அஞ்சல், திருவள்ளூர் மாவட்டம். (419, 1701, 807, 1849)
listing-entry: அமைப்பாளர் - ஆர். மணிமாறன் எண். 25/11, வ.உ.சி. தெரு, உடையார் கோயில், திருமழிசை, திருவள்ளூர் மாவட்டம். (1257, 149, 1638, 180)
section-heading: பூவிருந்தவல்லி மேற்கு ஒன்றியம் (912, 828, 1151, 846)
listing-entry: துணை அமைப்பாளர்கள் - 1) மு. மகேந்திரன் எண். 5, சாமி நகர் 2வது தெரு, கோயில்பதாகை, ஆவடி, சென்னை - 600062. 2) ர. விஜயராகவன் எண். 26/1, டேங்க் ரோடு, கோயில்பதாகை, ஆவடி, சென்னை - 600062. 3) கு. மோகன் எண். 180, மெயின் ரோடு, கோயில்பதாகை, ஆவடி, சென்னை - 600062. 4) கு. ஹரிஎண். 82, மெயின் ரோடு, கோயில்பதாகை, ஆவடி, சென்னை - 600062. 5) ச. சுமித் (எ) பாலசுப்ரமணியம் எண். 54, திருவள்ளுவர் தெரு, கக்கன்ஜி நகர், பட்டாபிராம், சென்னை - 600072. (1257, 593, 1638, 724)
listing-entry: அமைப்பாளர் - ம. ராஜ்குமார் 112/எ, முதல் கிழக்கு தெரு, திருமாநிலையூர் அஞ்சல், கரூர் தாலுகா, கரூர் மாவட்டம் -639003. (419, 1386, 807, 1417)
listing-entry: அமைப்பாளர் - சு. தமிழ்மணி 68, கிழக்கு தவுட்டுபாளையம், கிழக்கு தவுட்டுபாளையம் அஞ்சல், புகளூர் தாலுகா, கரூர் மாவட்டம் -639113. (14, 771, 394, 819)
district-banner: திருவள்ளூர் மத்திய மாவட்டம் (419, 1593, 806, 1620)
listing-entry: துணை அமைப்பாளர்கள் - டி. காந்திநாட்டேன குடியிருப்பு, நச்சலூர் அஞ்சல், குளித்தலை தாலுகா, கரூர் மாவட்டம் -639110. 2) மு. பிரதீப் 52, கோவிந்தனூர், நங்கவரம் அஞ்சல், குளித்தலை தாலுகா, கரூர் மாவட்டம் -639110. 3) கே. விஜய் 32, மேலகவரா தெரு, நங்கவரம் அஞ்சல், குளித்தலை தாலுகா, கரூர் மாவட்டம் -639110. (419, 25, 807, 122)
section-heading: குளித்தலை நகரம் (140, 306, 267, 324)
continued-text: டம் -639110. (419, 5, 499, 20)
